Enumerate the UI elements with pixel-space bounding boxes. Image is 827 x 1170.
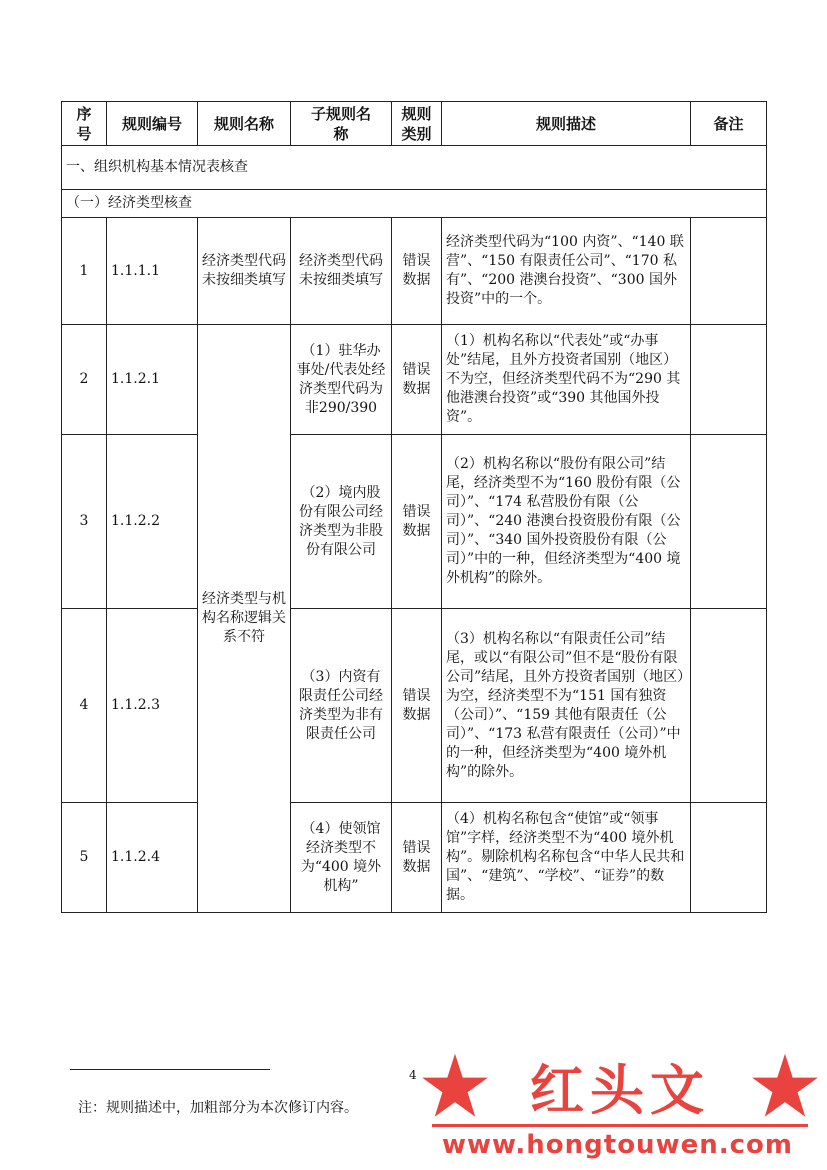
row-desc: （1）机构名称以“代表处”或“办事处”结尾，且外方投资者国别（地区）不为空，但经济类型代码不为“290 其他港澳台投资”或“390 其他国外投资”。 (442, 325, 691, 435)
row-seq: 5 (62, 803, 107, 913)
section-row (62, 146, 767, 190)
row-rule-type: 错误数据 (392, 218, 442, 325)
table-row (62, 325, 767, 435)
row-sub-rule-name: （2）境内股份有限公司经济类型为非股份有限公司 (291, 435, 392, 609)
row-rule-id: 1.1.2.2 (107, 435, 198, 609)
table-header-row (62, 102, 767, 146)
star-icon (750, 1051, 820, 1121)
header-seq: 序号 (62, 102, 107, 146)
row-rule-id: 1.1.2.4 (107, 803, 198, 913)
page-number: 4 (409, 1068, 417, 1082)
row-remark (691, 325, 767, 435)
row-remark (691, 218, 767, 325)
row-desc: （2）机构名称以“股份有限公司”结尾，经济类型不为“160 股份有限（公司）”、“174 私营股份有限（公司）”、“240 港澳台投资股份有限（公司）”、“340 国外投资股份有限（公司）”中的一种，但经济类型为“400 境外机构”的除外。 (442, 435, 691, 609)
row-rule-type: 错误数据 (392, 609, 442, 803)
row-rule-id: 1.1.1.1 (107, 218, 198, 325)
row-rule-id: 1.1.2.1 (107, 325, 198, 435)
star-icon (420, 1051, 490, 1121)
row-rule-type: 错误数据 (392, 325, 442, 435)
row-desc: 经济类型代码为“100 内资”、“140 联营”、“150 有限责任公司”、“170 私有”、“200 港澳台投资”、“300 国外投资”中的一个。 (442, 218, 691, 325)
row-desc: （3）机构名称以“有限责任公司”结尾，或以“有限公司”但不是“股份有限公司”结尾，且外方投资者国别（地区）为空，经济类型不为“151 国有独资（公司）”、“159 其他有限责任（公司）”、“173 私营有限责任（公司）”中的一种，但经济类型为“400 境外机构”的除外。 (442, 609, 691, 803)
table-row (62, 609, 767, 803)
header-remark: 备注 (691, 102, 767, 146)
watermark-url: www.hongtouwen.com (442, 1130, 793, 1160)
footnote: 注：规则描述中，加粗部分为本次修订内容。 (78, 1100, 358, 1116)
row-seq: 4 (62, 609, 107, 803)
rules-table (61, 101, 767, 913)
subsection-title: （一）经济类型核查 (62, 190, 767, 218)
table-row (62, 803, 767, 913)
header-rule-name: 规则名称 (198, 102, 291, 146)
footnote-divider (70, 1069, 270, 1070)
header-rule-id: 规则编号 (107, 102, 198, 146)
row-desc: （4）机构名称包含“使馆”或“领事馆”字样，经济类型不为“400 境外机构”。剔除机构名称包含“中华人民共和国”、“建筑”、“学校”、“证券”的数据。 (442, 803, 691, 913)
row-sub-rule-name: （1）驻华办事处/代表处经济类型代码为非290/390 (291, 325, 392, 435)
merged-rule-name: 经济类型与机构名称逻辑关系不符 (198, 325, 291, 913)
row-remark (691, 435, 767, 609)
row-seq: 3 (62, 435, 107, 609)
table-row (62, 435, 767, 609)
row-rule-name: 经济类型代码未按细类填写 (198, 218, 291, 325)
watermark-title-bar (420, 1050, 820, 1122)
table-row (62, 218, 767, 325)
row-sub-rule-name: 经济类型代码未按细类填写 (291, 218, 392, 325)
row-rule-type: 错误数据 (392, 803, 442, 913)
row-seq: 2 (62, 325, 107, 435)
watermark (420, 1050, 820, 1165)
row-rule-type: 错误数据 (392, 435, 442, 609)
row-remark (691, 609, 767, 803)
header-rule-type: 规则类别 (392, 102, 442, 146)
row-sub-rule-name: （3）内资有限责任公司经济类型为非有限责任公司 (291, 609, 392, 803)
row-sub-rule-name: （4）使领馆经济类型不为“400 境外机构” (291, 803, 392, 913)
header-sub-rule-name: 子规则名称 (291, 102, 392, 146)
row-remark (691, 803, 767, 913)
watermark-divider (432, 1124, 808, 1127)
section-title: 一、组织机构基本情况表核查 (62, 146, 767, 190)
subsection-row (62, 190, 767, 218)
row-seq: 1 (62, 218, 107, 325)
header-rule-desc: 规则描述 (442, 102, 691, 146)
row-rule-id: 1.1.2.3 (107, 609, 198, 803)
watermark-title: 红头文 (530, 1058, 710, 1122)
